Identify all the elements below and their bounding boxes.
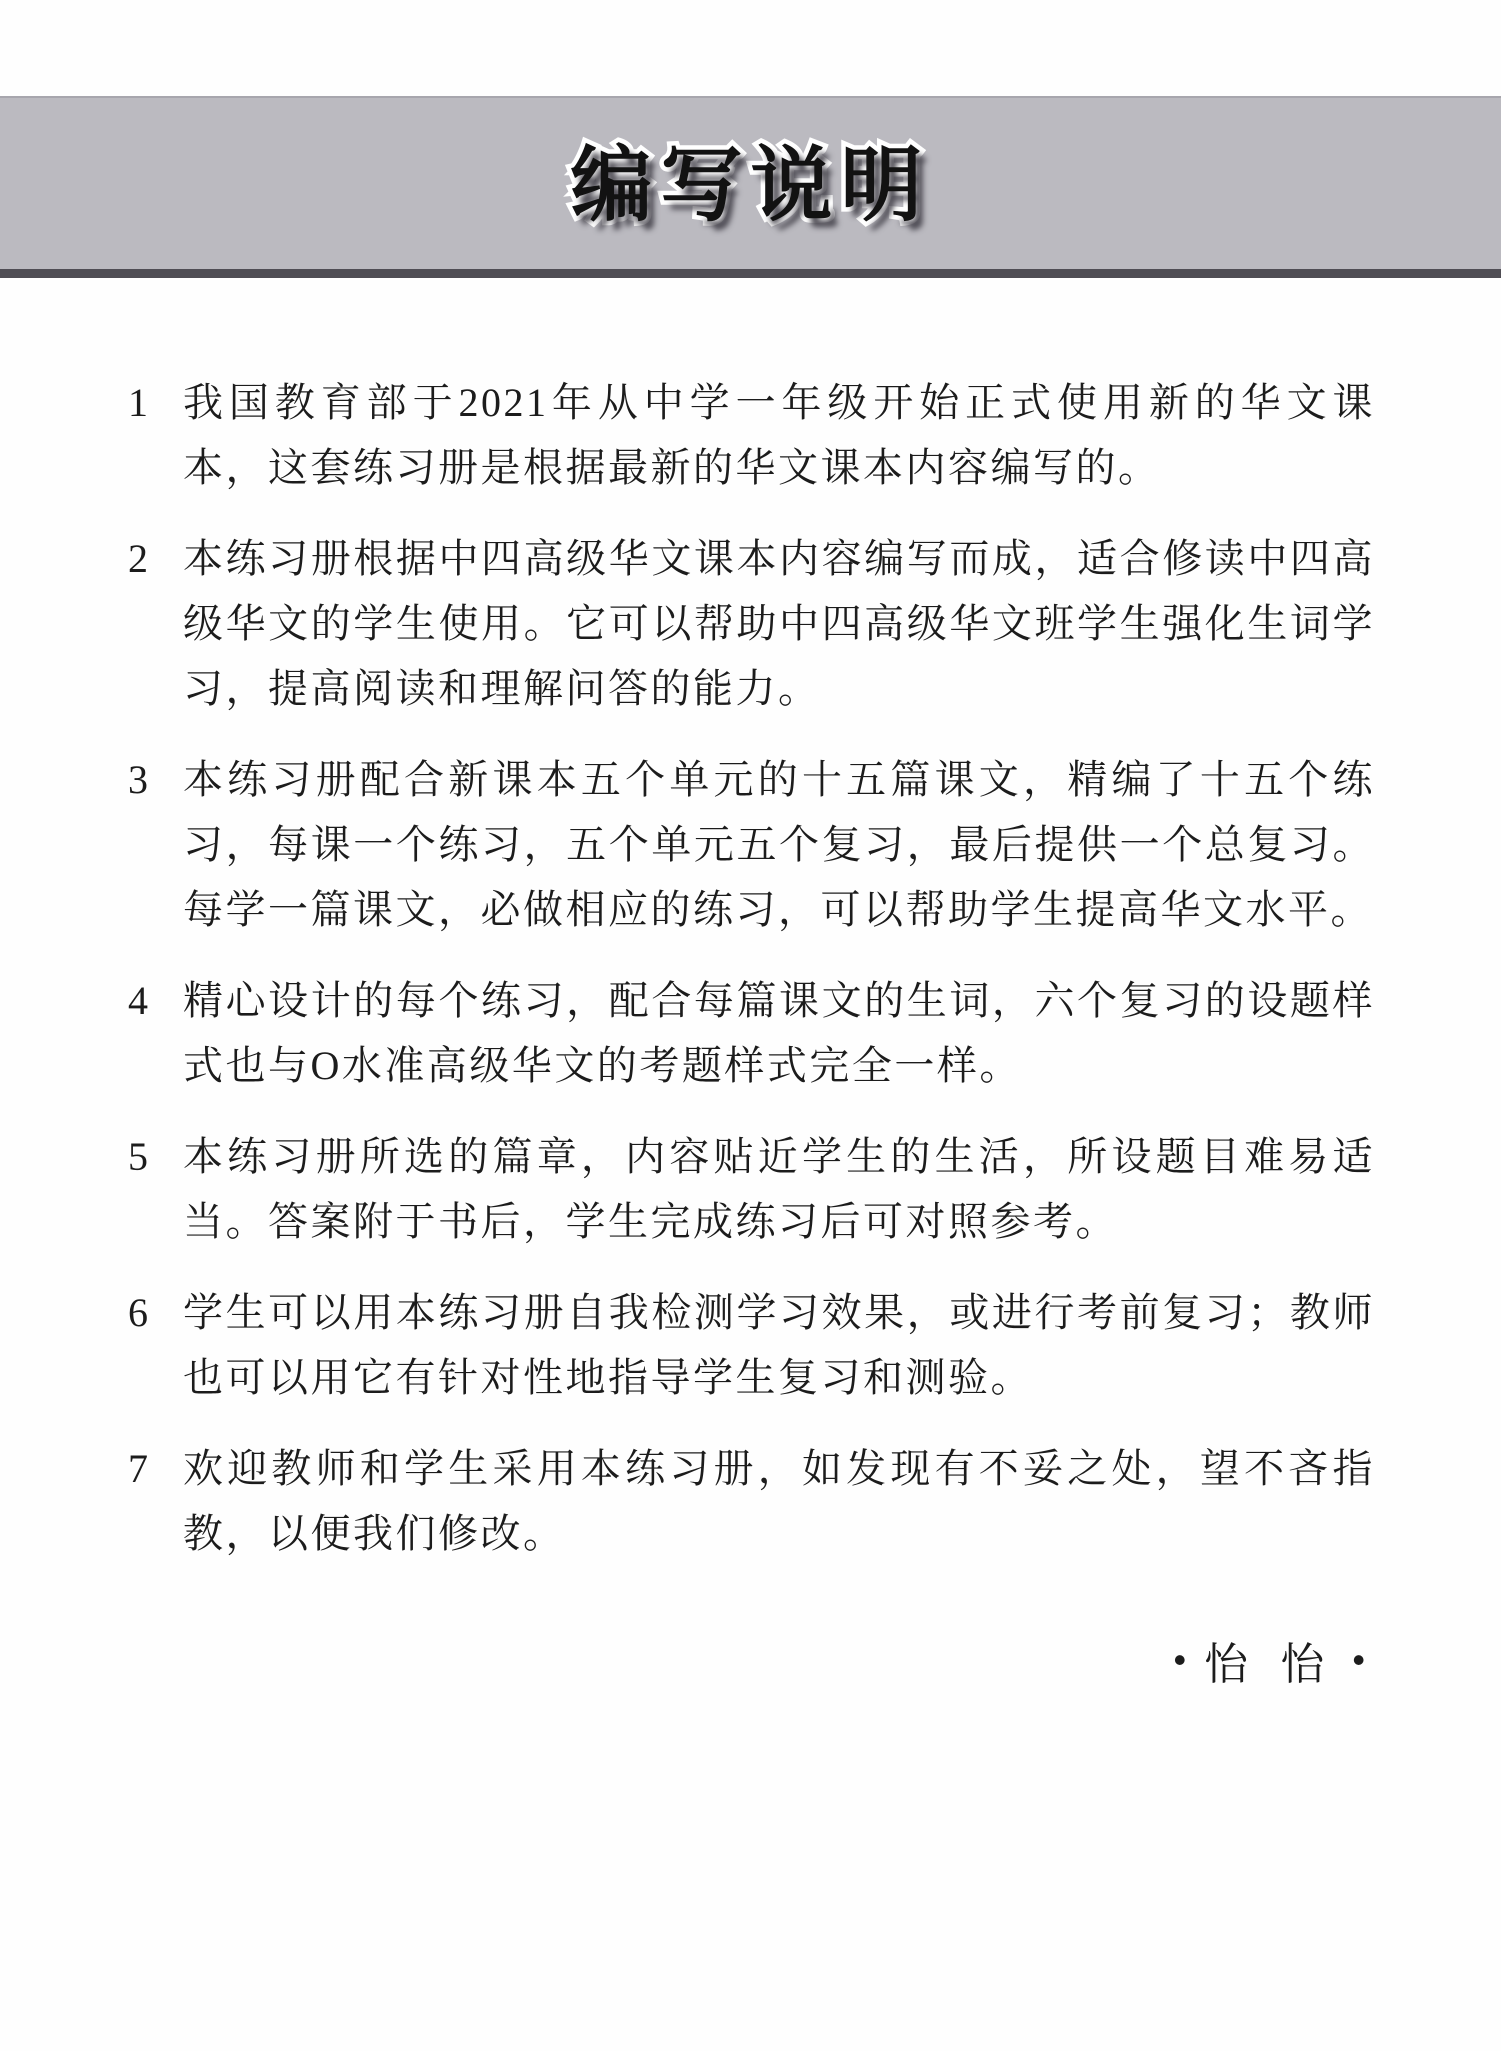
item-number: 2: [128, 536, 148, 581]
list-item: [128, 1124, 1375, 1254]
item-text: 本练习册根据中四高级华文课本内容编写而成，适合修读中四高级华文的学生使用。它可以帮助中四高级华文班学生强化生词学习，提高阅读和理解问答的能力。: [183, 536, 1375, 711]
bullet-icon: •: [1352, 1639, 1365, 1680]
item-number: 1: [128, 380, 148, 425]
item-text: 欢迎教师和学生采用本练习册，如发现有不妥之处，望不吝指教，以便我们修改。: [183, 1446, 1375, 1556]
author-name: 怡 怡: [1204, 1640, 1335, 1689]
item-text: 我国教育部于2021年从中学一年级开始正式使用新的华文课本，这套练习册是根据最新的华文课本内容编写的。: [183, 380, 1375, 490]
item-text: 本练习册所选的篇章，内容贴近学生的生活，所设题目难易适当。答案附于书后，学生完成练习后可对照参考。: [183, 1134, 1375, 1244]
item-text: 学生可以用本练习册自我检测学习效果，或进行考前复习；教师也可以用它有针对性地指导学生复习和测验。: [183, 1290, 1375, 1400]
list-item: [128, 747, 1375, 942]
author-signature: [1174, 1628, 1365, 1692]
list-item: [128, 1436, 1375, 1566]
page-title: 编写说明: [570, 140, 931, 231]
item-number: 6: [128, 1290, 148, 1335]
list-item: [128, 968, 1375, 1098]
item-number: 5: [128, 1134, 148, 1179]
header-band: [0, 96, 1501, 278]
list-item: [128, 526, 1375, 721]
item-number: 4: [128, 978, 148, 1023]
item-number: 3: [128, 757, 148, 802]
list-item: [128, 1280, 1375, 1410]
item-text: 本练习册配合新课本五个单元的十五篇课文，精编了十五个练习，每课一个练习，五个单元五个复习，最后提供一个总复习。每学一篇课文，必做相应的练习，可以帮助学生提高华文水平。: [183, 757, 1375, 932]
notes-list: [128, 370, 1375, 1689]
bullet-icon: •: [1173, 1639, 1187, 1680]
item-text: 精心设计的每个练习，配合每篇课文的生词，六个复习的设题样式也与O水准高级华文的考题样式完全一样。: [183, 978, 1375, 1088]
list-item: [128, 370, 1375, 500]
item-number: 7: [128, 1446, 148, 1491]
